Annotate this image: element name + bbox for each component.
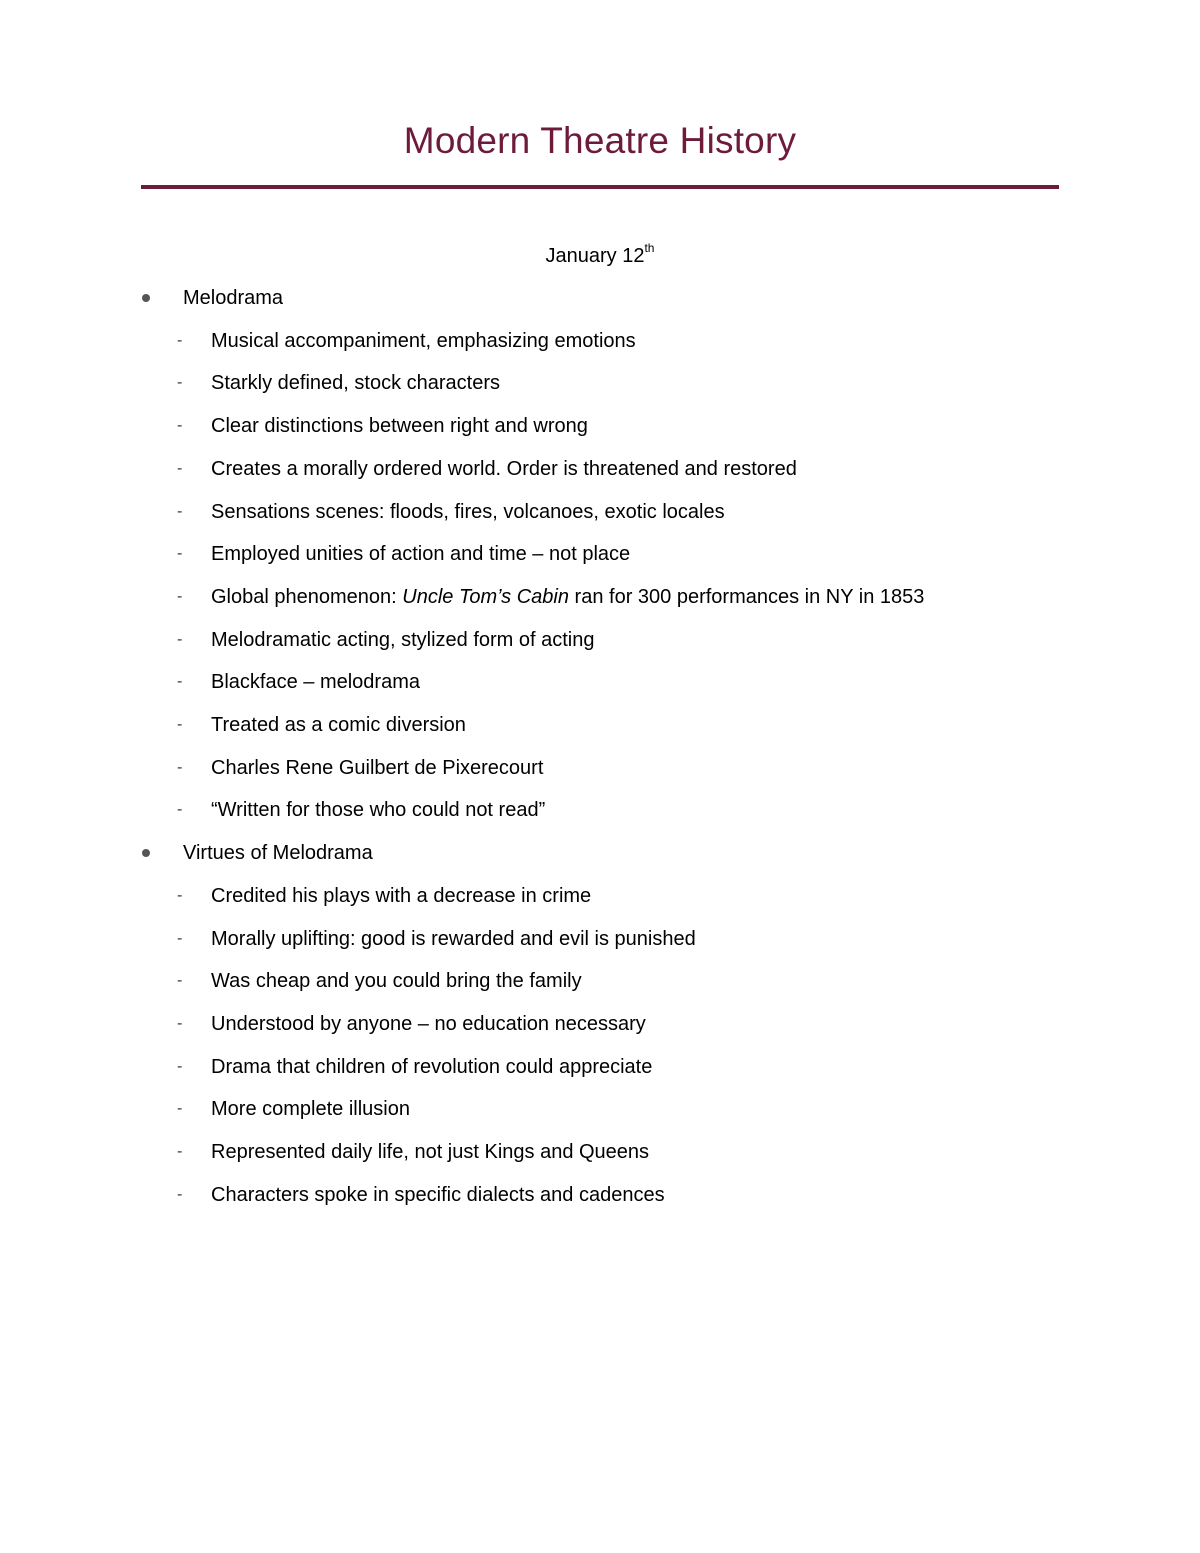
list-item-text: ran for 300 performances in NY in 1853: [569, 585, 925, 608]
list-item: Morally uplifting: good is rewarded and evil is punished: [211, 927, 696, 950]
dash-marker: -: [177, 1057, 183, 1075]
dash-marker: -: [177, 673, 183, 691]
list-item: Represented daily life, not just Kings and Queens: [211, 1141, 650, 1163]
list-item: Characters spoke in specific dialects and cadences: [211, 1183, 665, 1206]
bullet-dot-icon: [142, 849, 150, 857]
list-item: [211, 583, 924, 611]
dash-marker: -: [177, 972, 183, 990]
dash-marker: -: [177, 1100, 183, 1118]
list-item: Was cheap and you could bring the family: [211, 970, 582, 993]
list-item: Melodramatic acting, stylized form of acting: [211, 628, 595, 651]
list-item: Employed unities of action and time – not place: [211, 543, 631, 566]
list-item: More complete illusion: [211, 1098, 410, 1121]
list-item: Drama that children of revolution could appreciate: [211, 1055, 653, 1078]
list-item: Clear distinctions between right and wrong: [211, 415, 588, 438]
bullet-dot-icon: [142, 294, 150, 302]
list-item-text: Global phenomenon:: [211, 585, 403, 608]
dash-marker: -: [177, 758, 183, 776]
dash-marker: -: [177, 587, 183, 605]
list-item: Musical accompaniment, emphasizing emotions: [211, 329, 636, 352]
dash-marker: -: [177, 374, 183, 392]
list-item: Creates a morally ordered world. Order is threatened and restored: [211, 457, 797, 480]
list-item: Treated as a comic diversion: [211, 714, 466, 736]
dash-marker: -: [177, 1185, 183, 1203]
list-item: Blackface – melodrama: [211, 671, 420, 694]
title-underline: [141, 185, 1059, 189]
list-item: Sensations scenes: floods, fires, volcanoes, exotic locales: [211, 500, 725, 523]
section-heading: Melodrama: [183, 287, 284, 309]
date-text: January 12: [545, 245, 645, 267]
dash-marker: -: [177, 1014, 183, 1032]
dash-marker: -: [177, 502, 183, 520]
page-title: Modern Theatre History: [403, 120, 797, 161]
dash-marker: -: [177, 716, 183, 733]
dash-marker: -: [177, 545, 183, 563]
list-item: Understood by anyone – no education necessary: [211, 1012, 646, 1035]
list-item: Credited his plays with a decrease in crime: [211, 884, 592, 907]
dash-marker: -: [177, 886, 183, 904]
dash-marker: -: [177, 630, 183, 648]
dash-marker: -: [177, 1143, 183, 1160]
date-suffix: th: [644, 241, 655, 256]
dash-marker: -: [177, 929, 183, 947]
dash-marker: -: [177, 459, 183, 477]
dash-marker: -: [177, 801, 183, 819]
list-item: “Written for those who could not read”: [211, 799, 546, 822]
list-item: Starkly defined, stock characters: [211, 372, 501, 395]
list-item-italic-title: Uncle Tom’s Cabin: [402, 585, 569, 608]
section-heading: Virtues of Melodrama: [183, 842, 373, 865]
dash-marker: -: [177, 417, 183, 435]
lecture-date: [0, 241, 1200, 271]
dash-marker: -: [177, 331, 183, 349]
list-item: Charles Rene Guilbert de Pixerecourt: [211, 756, 544, 779]
